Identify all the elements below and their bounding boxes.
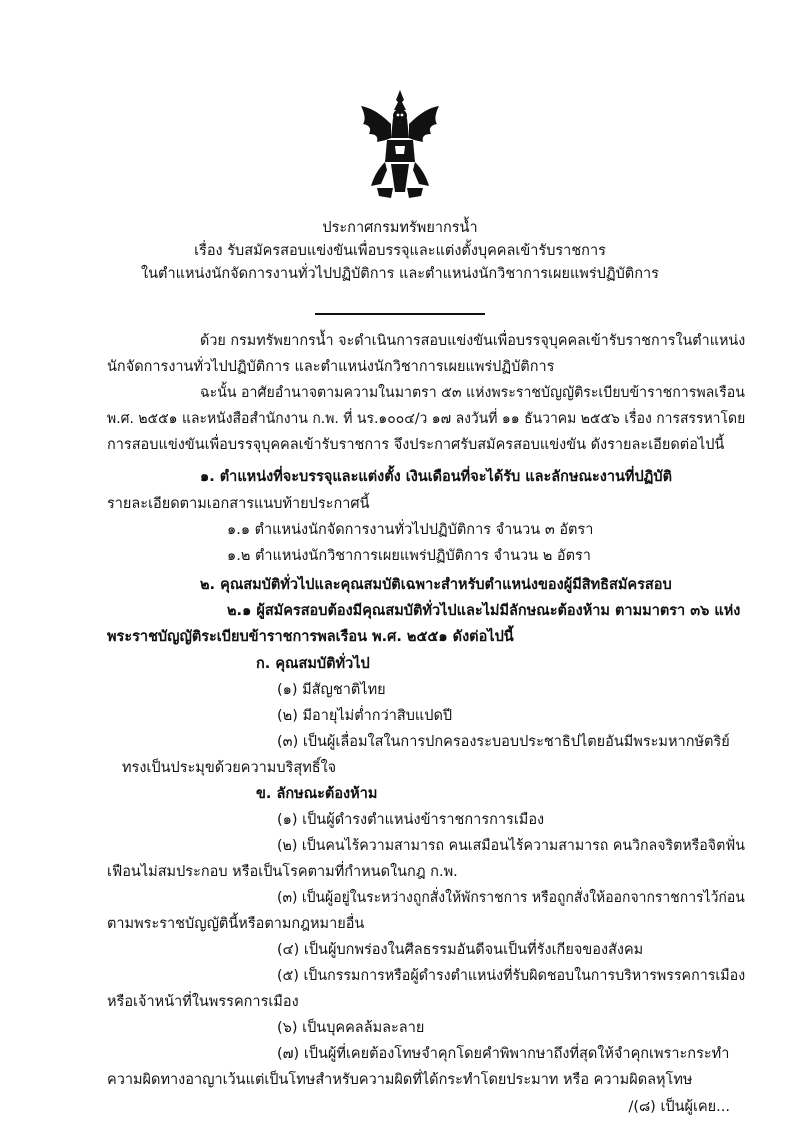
general-qualifications-heading: ก. คุณสมบัติทั่วไป [256, 656, 370, 672]
general-item-1: (๑) มีสัญชาติไทย [277, 682, 386, 698]
prohibited-item-5-line-2: หรือเจ้าหน้าที่ในพรรคการเมือง [107, 994, 299, 1010]
section-2-1-line-1: ๒.๑ ผู้สมัครสอบต้องมีคุณสมบัติทั่วไปและไม่มีลักษณะต้องห้าม ตามมาตรา ๓๖ แห่ง [227, 603, 741, 619]
prohibited-item-2-line-2: เฟือนไม่สมประกอบ หรือเป็นโรคตามที่กำหนดในกฎ ก.พ. [107, 864, 458, 880]
general-item-3-line-1: (๓) เป็นผู้เลื่อมใสในการปกครองระบอบประชาธิปไตยอันมีพระมหากษัตริย์ [277, 734, 730, 750]
prohibited-item-7-line-2: ความผิดทางอาญาเว้นแต่เป็นโทษสำหรับความผิดที่ได้กระทำโดยประมาท หรือ ความผิดลหุโทษ [107, 1072, 693, 1088]
section-1-item-2: ๑.๒ ตำแหน่งนักวิชาการเผยแพร่ปฏิบัติการ จำนวน ๒ อัตรา [227, 548, 591, 564]
intro-paragraph-2-line-1: ฉะนั้น อาศัยอำนาจตามความในมาตรา ๕๓ แห่งพระราชบัญญัติระเบียบข้าราชการพลเรือน [200, 385, 745, 401]
continued-marker: /(๘) เป็นผู้เคย... [628, 1099, 730, 1115]
prohibited-item-5-line-1: (๕) เป็นกรรมการหรือผู้ดำรงตำแหน่งที่รับผิดชอบในการบริหารพรรคการเมือง [277, 968, 746, 984]
prohibited-heading: ข. ลักษณะต้องห้าม [256, 786, 378, 802]
intro-paragraph-1-line-2: นักจัดการงานทั่วไปปฏิบัติการ และตำแหน่งนักวิชาการเผยแพร่ปฏิบัติการ [107, 359, 555, 375]
section-1-item-1: ๑.๑ ตำแหน่งนักจัดการงานทั่วไปปฏิบัติการ จำนวน ๓ อัตรา [227, 522, 594, 538]
intro-paragraph-2-line-2: พ.ศ. ๒๕๕๑ และหนังสือสำนักงาน ก.พ. ที่ นร.๑๐๐๔/ว ๑๗ ลงวันที่ ๑๑ ธันวาคม ๒๕๕๖ เรื่อง การสรรหาโดย [107, 411, 746, 427]
section-2-1-line-2: พระราชบัญญัติระเบียบข้าราชการพลเรือน พ.ศ. ๒๕๕๑ ดังต่อไปนี้ [107, 629, 514, 645]
title-divider [315, 313, 485, 315]
prohibited-item-3-line-2: ตามพระราชบัญญัตินี้หรือตามกฎหมายอื่น [107, 916, 365, 932]
prohibited-item-6: (๖) เป็นบุคคลล้มละลาย [277, 1020, 425, 1036]
prohibited-item-3-line-1: (๓) เป็นผู้อยู่ในระหว่างถูกสั่งให้พักราชการ หรือถูกสั่งให้ออกจากราชการไว้ก่อน [277, 890, 745, 906]
announcement-org: ประกาศกรมทรัพยากรน้ำ [322, 220, 478, 236]
section-1-heading: ๑. ตำแหน่งที่จะบรรจุและแต่งตั้ง เงินเดือนที่จะได้รับ และลักษณะงานที่ปฏิบัติ [200, 469, 673, 485]
garuda-emblem-icon [357, 88, 443, 200]
section-1-detail: รายละเอียดตามเอกสารแนบท้ายประกาศนี้ [107, 496, 370, 512]
announcement-positions: ในตำแหน่งนักจัดการงานทั่วไปปฏิบัติการ และตำแหน่งนักวิชาการเผยแพร่ปฏิบัติการ [141, 266, 659, 282]
general-item-2: (๒) มีอายุไม่ต่ำกว่าสิบแปดปี [277, 708, 453, 724]
general-item-3-line-2: ทรงเป็นประมุขด้วยความบริสุทธิ์ใจ [122, 760, 337, 776]
prohibited-item-7-line-1: (๗) เป็นผู้ที่เคยต้องโทษจำคุกโดยคำพิพากษาถึงที่สุดให้จำคุกเพราะกระทำ [277, 1046, 730, 1062]
prohibited-item-1: (๑) เป็นผู้ดำรงตำแหน่งข้าราชการการเมือง [277, 812, 545, 828]
prohibited-item-2-line-1: (๒) เป็นคนไร้ความสามารถ คนเสมือนไร้ความสามารถ คนวิกลจริตหรือจิตฟั่น [277, 838, 745, 854]
prohibited-item-4: (๔) เป็นผู้บกพร่องในศีลธรรมอันดีจนเป็นที่รังเกียจของสังคม [277, 942, 644, 958]
intro-paragraph-1-line-1: ด้วย กรมทรัพยากรน้ำ จะดำเนินการสอบแข่งขันเพื่อบรรจุบุคคลเข้ารับราชการในตำแหน่ง [200, 333, 746, 349]
announcement-subject: เรื่อง รับสมัครสอบแข่งขันเพื่อบรรจุและแต่งตั้งบุคคลเข้ารับราชการ [194, 243, 606, 259]
section-2-heading: ๒. คุณสมบัติทั่วไปและคุณสมบัติเฉพาะสำหรับตำแหน่งของผู้มีสิทธิสมัครสอบ [200, 577, 672, 593]
intro-paragraph-2-line-3: การสอบแข่งขันเพื่อบรรจุบุคคลเข้ารับราชการ จึงประกาศรับสมัครสอบแข่งขัน ดังรายละเอียดต่อไปนี้ [107, 437, 725, 453]
